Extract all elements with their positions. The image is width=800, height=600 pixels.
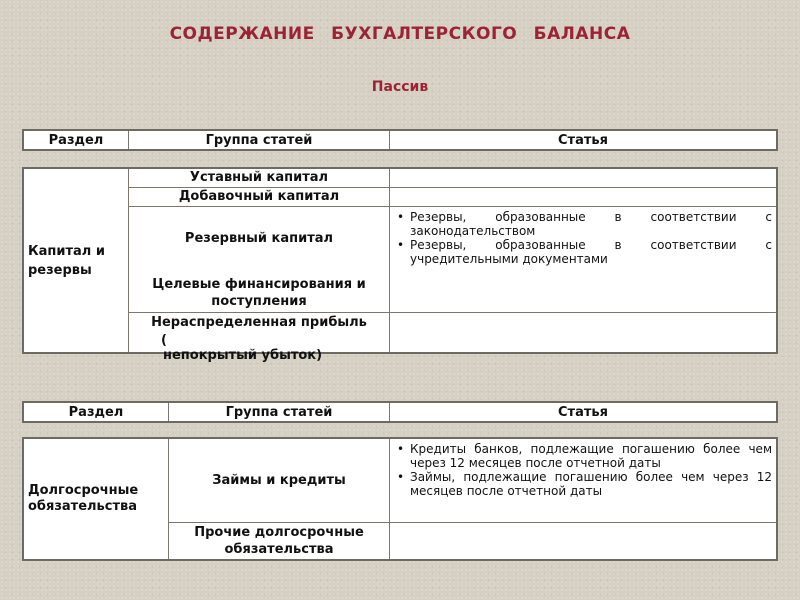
group-additional-capital: Добавочный капитал: [129, 187, 390, 206]
header-group-2: Группа статей: [169, 402, 390, 422]
header-statya: Статья: [390, 130, 778, 150]
group-target-financing: Целевые финансирования и поступления: [129, 274, 390, 312]
article-empty-2: [390, 187, 778, 206]
article-reserves: [390, 206, 778, 312]
header-statya-2: Статья: [390, 402, 778, 422]
overflow-paren: (: [161, 333, 167, 348]
section-table-longterm: [22, 437, 778, 561]
loan-items-list: [394, 442, 772, 498]
list-item: • Займы, подлежащие погашению более чем через 12 месяцев после отчетной даты: [394, 470, 772, 498]
group-reserve-capital-label: Резервный капитал: [184, 230, 334, 246]
list-item: • Кредиты банков, подлежащие погашению более чем через 12 месяцев после отчетной даты: [394, 442, 772, 470]
group-other-longterm: Прочие долгосрочные обязательства: [169, 522, 390, 560]
section-name-capital: Капитал и резервы: [23, 168, 129, 353]
list-item: • Резервы, образованные в соответствии с законодательством: [394, 210, 772, 238]
article-empty-1: [390, 168, 778, 187]
group-retained-earnings: Нераспределенная прибыль: [129, 312, 390, 353]
header-table-1: [22, 129, 778, 151]
article-empty-4: [390, 522, 778, 560]
reserve-items-list: [394, 210, 772, 266]
overflow-uncovered-loss: непокрытый убыток): [163, 348, 323, 363]
page-subtitle: Пассив: [371, 79, 429, 95]
article-empty-3: [390, 312, 778, 353]
article-loans: [390, 438, 778, 522]
group-charter-capital: Уставный капитал: [129, 168, 390, 187]
list-item: • Резервы, образованные в соответствии с учредительными документами: [394, 238, 772, 266]
header-table-2: [22, 401, 778, 423]
header-group: Группа статей: [129, 130, 390, 150]
section-name-longterm: Долгосрочные обязательства: [23, 438, 169, 560]
header-razdel: Раздел: [23, 130, 129, 150]
header-razdel-2: Раздел: [23, 402, 169, 422]
page-title: СОДЕРЖАНИЕ БУХГАЛТЕРСКОГО БАЛАНСА: [169, 24, 631, 44]
group-reserve-capital: [129, 206, 390, 274]
group-loans-credits: Займы и кредиты: [169, 438, 390, 522]
section-table-capital: [22, 167, 778, 354]
